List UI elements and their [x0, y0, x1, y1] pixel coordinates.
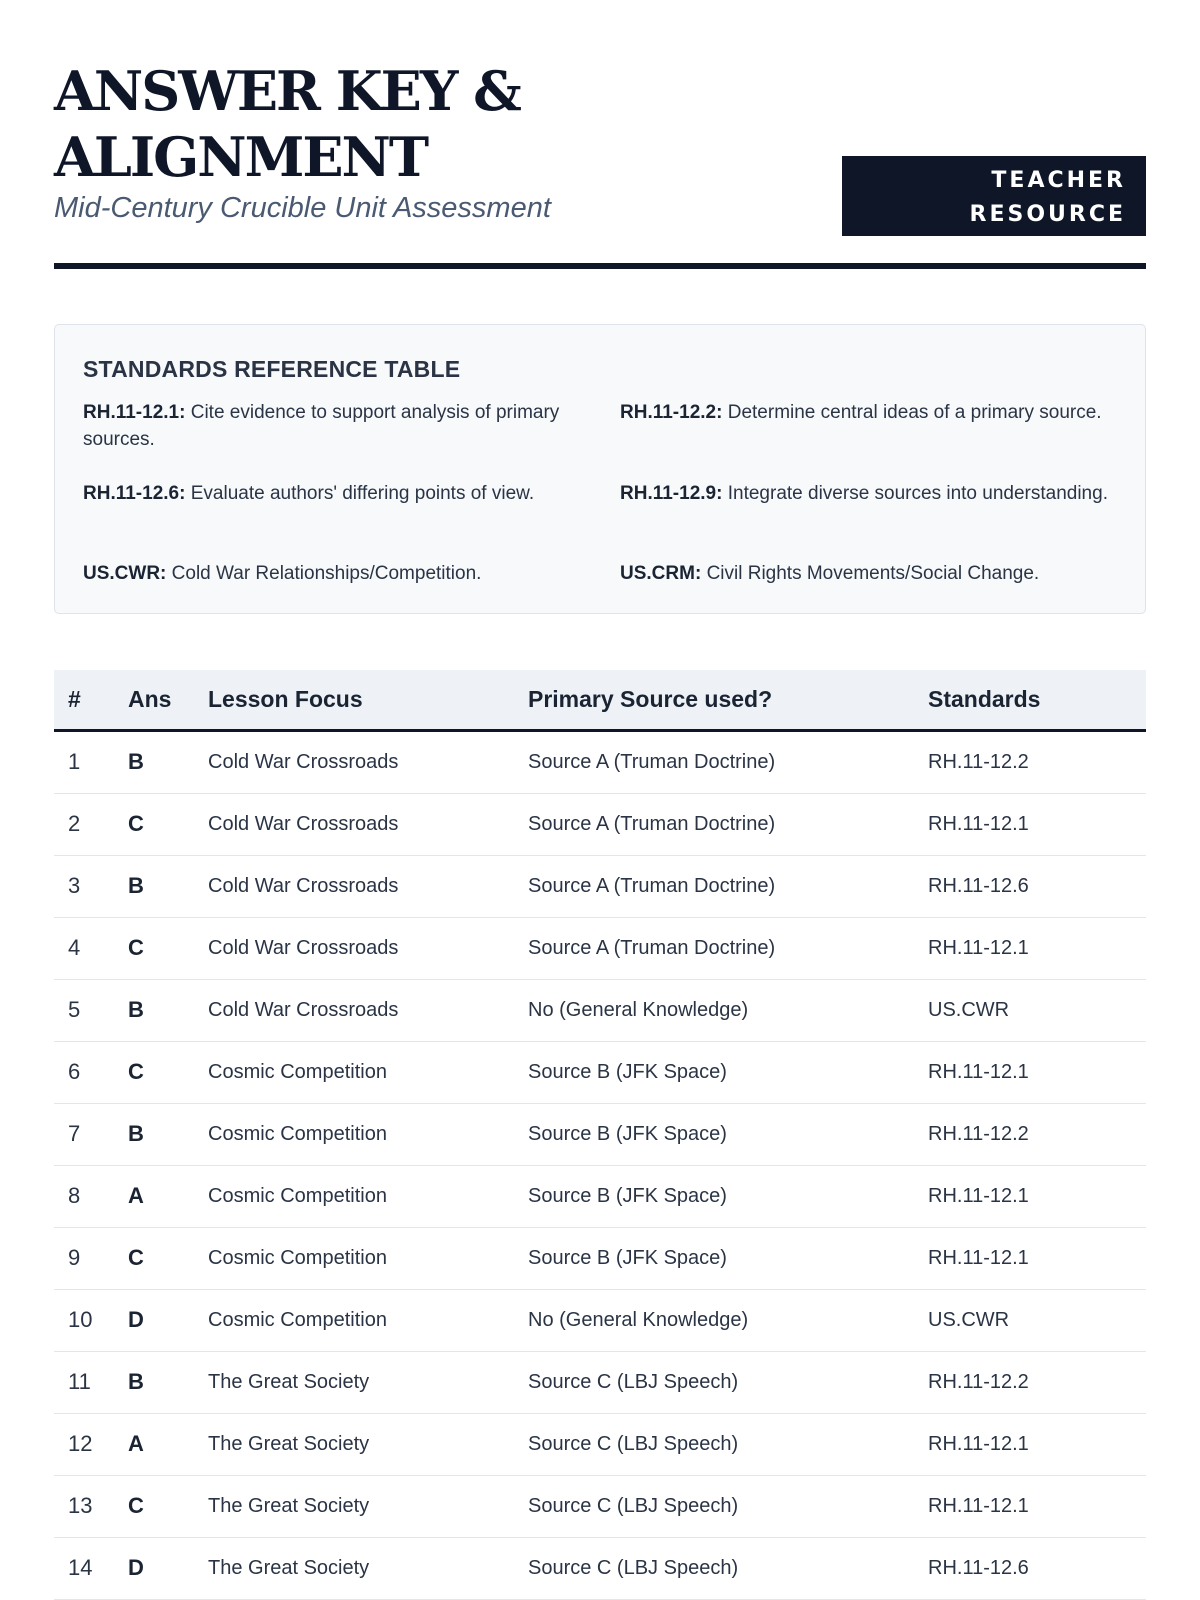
- standard-code: RH.11-12.1:: [83, 402, 186, 423]
- primary-source: No (General Knowledge): [514, 979, 914, 1041]
- primary-source: Source A (Truman Doctrine): [514, 917, 914, 979]
- answer-letter: C: [114, 1227, 194, 1289]
- standard-text: Evaluate authors' differing points of view.: [190, 483, 535, 504]
- standard: RH.11-12.6: [914, 1537, 1146, 1599]
- answer-letter: D: [114, 1289, 194, 1351]
- header-answer: Ans: [128, 685, 172, 712]
- question-number: 6: [54, 1041, 114, 1103]
- primary-source: Source C (LBJ Speech): [514, 1413, 914, 1475]
- question-number: 5: [54, 979, 114, 1041]
- lesson-focus: Cosmic Competition: [194, 1165, 514, 1227]
- teacher-resource-badge: [842, 156, 1146, 236]
- standards-reference-box: [54, 324, 1146, 614]
- lesson-focus: Cold War Crossroads: [194, 979, 514, 1041]
- standard-text: Integrate diverse sources into understanding.: [727, 483, 1108, 504]
- table-row: [54, 1351, 1146, 1413]
- lesson-focus: Cosmic Competition: [194, 1289, 514, 1351]
- page-title: [54, 58, 754, 190]
- standard-item: [620, 480, 1126, 507]
- lesson-focus: Cold War Crossroads: [194, 793, 514, 855]
- primary-source: Source C (LBJ Speech): [514, 1351, 914, 1413]
- table-row: [54, 1475, 1146, 1537]
- answer-letter: D: [114, 1537, 194, 1599]
- standard: RH.11-12.1: [914, 917, 1146, 979]
- standard-code: RH.11-12.6:: [83, 483, 186, 504]
- standard: RH.11-12.1: [914, 1227, 1146, 1289]
- lesson-focus: The Great Society: [194, 1537, 514, 1599]
- primary-source: Source C (LBJ Speech): [514, 1537, 914, 1599]
- standard: RH.11-12.2: [914, 1103, 1146, 1165]
- standard: RH.11-12.1: [914, 1413, 1146, 1475]
- standard: RH.11-12.1: [914, 1165, 1146, 1227]
- table-header-row: [54, 670, 1146, 730]
- lesson-focus: Cosmic Competition: [194, 1103, 514, 1165]
- table-row: [54, 1103, 1146, 1165]
- question-number: 7: [54, 1103, 114, 1165]
- table-row: [54, 1289, 1146, 1351]
- answer-letter: B: [114, 730, 194, 793]
- question-number: 13: [54, 1475, 114, 1537]
- table-row: [54, 1165, 1146, 1227]
- standard: RH.11-12.1: [914, 1475, 1146, 1537]
- standard-text: Determine central ideas of a primary source.: [727, 402, 1102, 423]
- table-row: [54, 730, 1146, 793]
- table-row: [54, 1537, 1146, 1599]
- standard-code: US.CRM:: [620, 563, 702, 584]
- lesson-focus: Cosmic Competition: [194, 1227, 514, 1289]
- header-number: #: [68, 685, 81, 712]
- table-row: [54, 1413, 1146, 1475]
- standard: US.CWR: [914, 1289, 1146, 1351]
- primary-source: Source A (Truman Doctrine): [514, 730, 914, 793]
- answer-letter: C: [114, 917, 194, 979]
- header-primary-source: Primary Source used?: [528, 685, 773, 712]
- answer-key-table: [54, 670, 1146, 1600]
- badge-line-2: RESOURCE: [969, 202, 1126, 227]
- question-number: 4: [54, 917, 114, 979]
- lesson-focus: The Great Society: [194, 1475, 514, 1537]
- standard-item: [83, 480, 589, 507]
- primary-source: No (General Knowledge): [514, 1289, 914, 1351]
- question-number: 14: [54, 1537, 114, 1599]
- primary-source: Source A (Truman Doctrine): [514, 793, 914, 855]
- standard-item: [83, 399, 589, 453]
- primary-source: Source C (LBJ Speech): [514, 1475, 914, 1537]
- question-number: 9: [54, 1227, 114, 1289]
- standard: RH.11-12.2: [914, 1351, 1146, 1413]
- standard-item: [620, 560, 1126, 587]
- title-line-1: ANSWER KEY &: [54, 59, 520, 123]
- question-number: 12: [54, 1413, 114, 1475]
- table-row: [54, 793, 1146, 855]
- lesson-focus: Cold War Crossroads: [194, 730, 514, 793]
- standard-text: Cite evidence to support analysis of primary sources.: [83, 402, 560, 450]
- header-lesson-focus: Lesson Focus: [208, 685, 363, 712]
- table-row: [54, 917, 1146, 979]
- lesson-focus: The Great Society: [194, 1351, 514, 1413]
- primary-source: Source A (Truman Doctrine): [514, 855, 914, 917]
- title-line-2: ALIGNMENT: [54, 125, 428, 189]
- answer-letter: B: [114, 979, 194, 1041]
- table-row: [54, 855, 1146, 917]
- standard-item: [620, 399, 1126, 426]
- answer-letter: C: [114, 793, 194, 855]
- lesson-focus: Cold War Crossroads: [194, 917, 514, 979]
- page-header: [54, 58, 1146, 268]
- question-number: 8: [54, 1165, 114, 1227]
- table-row: [54, 979, 1146, 1041]
- standard: RH.11-12.6: [914, 855, 1146, 917]
- answer-letter: A: [114, 1165, 194, 1227]
- badge-line-1: TEACHER: [991, 168, 1126, 193]
- answer-letter: C: [114, 1041, 194, 1103]
- primary-source: Source B (JFK Space): [514, 1165, 914, 1227]
- standard: RH.11-12.1: [914, 1041, 1146, 1103]
- question-number: 3: [54, 855, 114, 917]
- answer-letter: B: [114, 1351, 194, 1413]
- question-number: 11: [54, 1351, 114, 1413]
- answer-letter: B: [114, 855, 194, 917]
- lesson-focus: The Great Society: [194, 1413, 514, 1475]
- page-subtitle: Mid-Century Crucible Unit Assessment: [54, 192, 551, 224]
- answer-letter: A: [114, 1413, 194, 1475]
- primary-source: Source B (JFK Space): [514, 1103, 914, 1165]
- lesson-focus: Cosmic Competition: [194, 1041, 514, 1103]
- standard-text: Cold War Relationships/Competition.: [171, 563, 482, 584]
- header-divider: [54, 263, 1146, 269]
- answer-letter: C: [114, 1475, 194, 1537]
- primary-source: Source B (JFK Space): [514, 1041, 914, 1103]
- standard: RH.11-12.1: [914, 793, 1146, 855]
- standard-code: RH.11-12.2:: [620, 402, 723, 423]
- primary-source: Source B (JFK Space): [514, 1227, 914, 1289]
- question-number: 2: [54, 793, 114, 855]
- question-number: 10: [54, 1289, 114, 1351]
- answer-letter: B: [114, 1103, 194, 1165]
- lesson-focus: Cold War Crossroads: [194, 855, 514, 917]
- standards-heading: STANDARDS REFERENCE TABLE: [83, 356, 461, 382]
- standard-text: Civil Rights Movements/Social Change.: [706, 563, 1040, 584]
- standard: RH.11-12.2: [914, 730, 1146, 793]
- table-row: [54, 1041, 1146, 1103]
- standard: US.CWR: [914, 979, 1146, 1041]
- standard-code: RH.11-12.9:: [620, 483, 723, 504]
- table-row: [54, 1227, 1146, 1289]
- standard-item: [83, 560, 589, 587]
- standard-code: US.CWR:: [83, 563, 167, 584]
- header-standards: Standards: [928, 685, 1041, 712]
- question-number: 1: [54, 730, 114, 793]
